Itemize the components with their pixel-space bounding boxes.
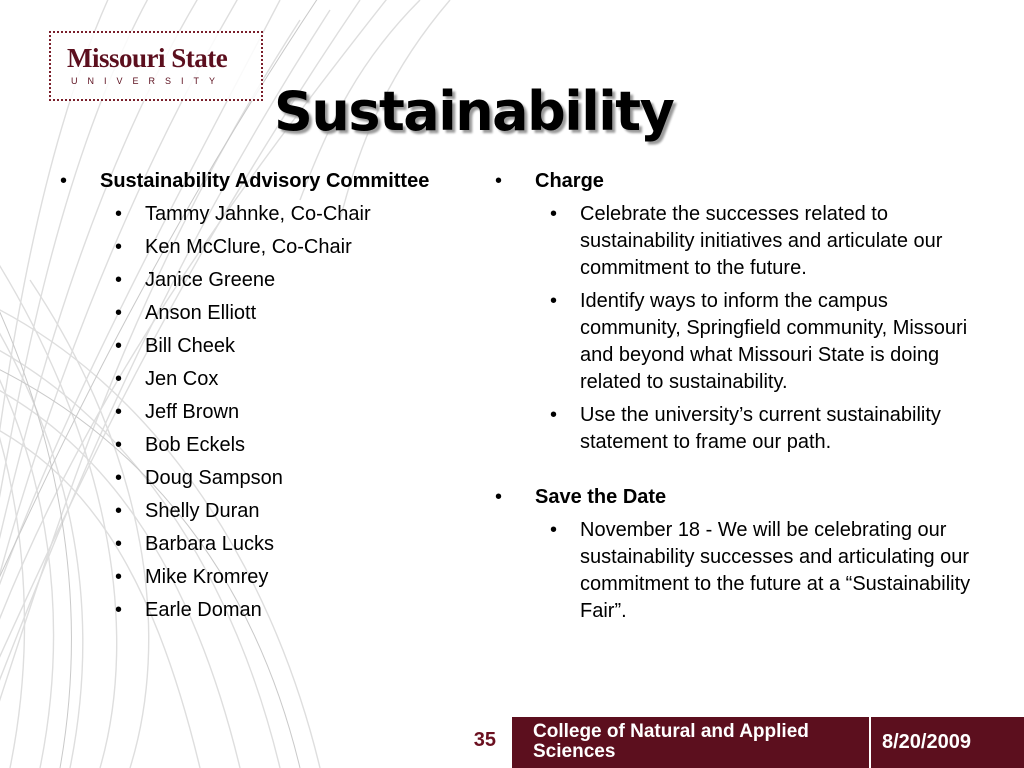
committee-heading-text: Sustainability Advisory Committee [100,170,430,192]
committee-heading [60,168,490,195]
bullet-icon: • [495,170,503,192]
bullet-icon: • [115,467,123,489]
bullet-icon: • [550,404,558,426]
member-name: Mike Kromrey [145,566,269,588]
member-name: Anson Elliott [145,302,257,324]
footer-college-name: College of Natural and Applied Sciences [533,721,809,762]
bullet-icon: • [115,533,123,555]
bullet-icon: • [115,566,123,588]
bullet-icon: • [550,290,558,312]
bullet-icon: • [550,519,558,541]
bullet-icon: • [495,486,503,508]
member-name: Jen Cox [145,368,219,390]
member-name: Ken McClure, Co-Chair [145,236,352,258]
save-the-date-heading-text: Save the Date [535,486,667,508]
list-item [495,288,975,396]
list-item [60,366,490,393]
bullet-icon: • [115,236,123,258]
footer-bar [512,717,1024,768]
bullet-icon: • [60,170,68,192]
list-item [495,517,975,625]
list-item [495,201,975,282]
footer-divider [869,717,871,768]
bullet-icon: • [115,203,123,225]
section-spacer [495,462,975,484]
member-name: Bill Cheek [145,335,236,357]
charge-section [495,168,975,631]
save-item-text: November 18 - We will be celebrating our sustainability successes and articulating our commitment to the future at a “Sustainability Fair”. [580,519,971,622]
member-name: Earle Doman [145,599,262,621]
list-item [60,201,490,228]
member-name: Barbara Lucks [145,533,274,555]
bullet-icon: • [115,401,123,423]
logo-wordmark: Missouri State [67,43,228,73]
slide-title: Sustainability [274,80,674,143]
bullet-icon: • [115,302,123,324]
bullet-icon: • [115,599,123,621]
charge-heading [495,168,975,195]
page-number: 35 [473,729,496,751]
charge-heading-text: Charge [535,170,604,192]
list-item [60,498,490,525]
member-name: Bob Eckels [145,434,246,456]
bullet-icon: • [115,368,123,390]
university-logo [49,31,263,101]
bullet-icon: • [115,500,123,522]
footer-date: 8/20/2009 [882,731,971,753]
member-name: Doug Sampson [145,467,283,489]
bullet-icon: • [115,269,123,291]
logo-subtitle: UNIVERSITY [71,76,226,86]
member-name: Tammy Jahnke, Co-Chair [145,203,371,225]
list-item [60,597,490,624]
member-name: Jeff Brown [145,401,240,423]
list-item [60,399,490,426]
save-the-date-heading [495,484,975,511]
list-item [60,300,490,327]
list-item [60,432,490,459]
slide-footer [0,717,1024,768]
list-item [60,465,490,492]
list-item [60,531,490,558]
bullet-icon: • [550,203,558,225]
list-item [495,402,975,456]
committee-list [60,168,490,630]
member-name: Shelly Duran [145,500,260,522]
list-item [60,564,490,591]
bullet-icon: • [115,335,123,357]
list-item [60,333,490,360]
list-item [60,267,490,294]
charge-item-text: Use the university’s current sustainability statement to frame our path. [580,404,941,453]
list-item [60,234,490,261]
charge-item-text: Celebrate the successes related to sustainability initiatives and articulate our commitment to the future. [580,203,943,279]
bullet-icon: • [115,434,123,456]
member-name: Janice Greene [145,269,276,291]
charge-item-text: Identify ways to inform the campus community, Springfield community, Missouri and beyond what Missouri State is doing related to sustainability. [580,290,968,393]
